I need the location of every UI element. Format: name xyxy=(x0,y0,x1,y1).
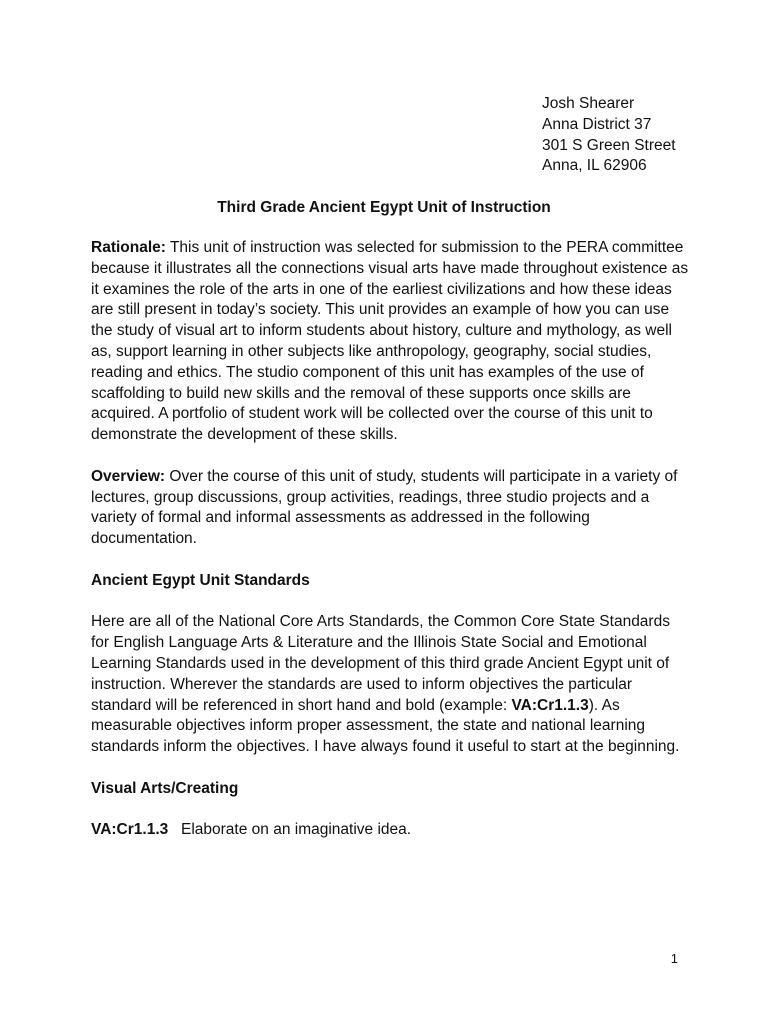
visual-arts-creating-heading: Visual Arts/Creating xyxy=(91,779,239,797)
overview-paragraph xyxy=(91,467,691,550)
standard-item xyxy=(91,820,691,841)
author-address-block xyxy=(542,94,676,177)
rationale-text: This unit of instruction was selected for submission to the PERA committee because it illustrates all the connections visual arts have made throughout existence as it examines the role of the arts in one of the earliest civilizations and how these ideas are still present in today’s society. This unit provides an example of how you can use the study of visual art to inform students about history, culture and mythology, as well as, support learning in other subjects like anthropology, geography, social studies, reading and ethics. The studio component of this unit has examples of the use of scaffolding to build new skills and the removal of these supports once skills are acquired. A portfolio of student work will be collected over the course of this unit to demonstrate the development of these skills. xyxy=(91,239,689,444)
document-title: Third Grade Ancient Egypt Unit of Instruction xyxy=(217,199,551,216)
overview-label: Overview: xyxy=(91,467,166,485)
document-body xyxy=(91,238,691,862)
overview-text: Over the course of this unit of study, students will participate in a variety of lectures, group discussions, group activities, readings, three studio projects and a variety of formal and informal assessments as addressed in the following documentation. xyxy=(91,467,678,548)
page-number: 1 xyxy=(670,951,678,966)
rationale-paragraph xyxy=(91,238,691,446)
city-state-zip: Anna, IL 62906 xyxy=(542,157,647,175)
author-name: Josh Shearer xyxy=(542,95,635,112)
standards-heading: Ancient Egypt Unit Standards xyxy=(91,571,310,589)
rationale-label: Rationale: xyxy=(91,239,166,256)
standards-example-code: VA:Cr1.1.3 xyxy=(511,696,589,714)
school-district: Anna District 37 xyxy=(542,115,652,133)
standard-code: VA:Cr1.1.3 xyxy=(91,821,169,839)
standard-description: Elaborate on an imaginative idea. xyxy=(181,821,412,839)
standards-intro-text: Here are all of the National Core Arts Standards, the Common Core State Standards for English Language Arts & Literature and the Illinois State Social and Emotional Learning Standards used in the development of this third grade Ancient Egypt unit of instruction. Wherever the standards are used to inform objectives the particular standard will be referenced in short hand and bold (example: xyxy=(91,613,670,714)
standards-intro-paragraph xyxy=(91,612,691,758)
street-address: 301 S Green Street xyxy=(542,136,676,154)
standards-intro-text-end: ). As measurable objectives inform proper assessment, the state and national learning standards inform the objectives. I have always found it useful to start at the beginning. xyxy=(91,696,680,756)
